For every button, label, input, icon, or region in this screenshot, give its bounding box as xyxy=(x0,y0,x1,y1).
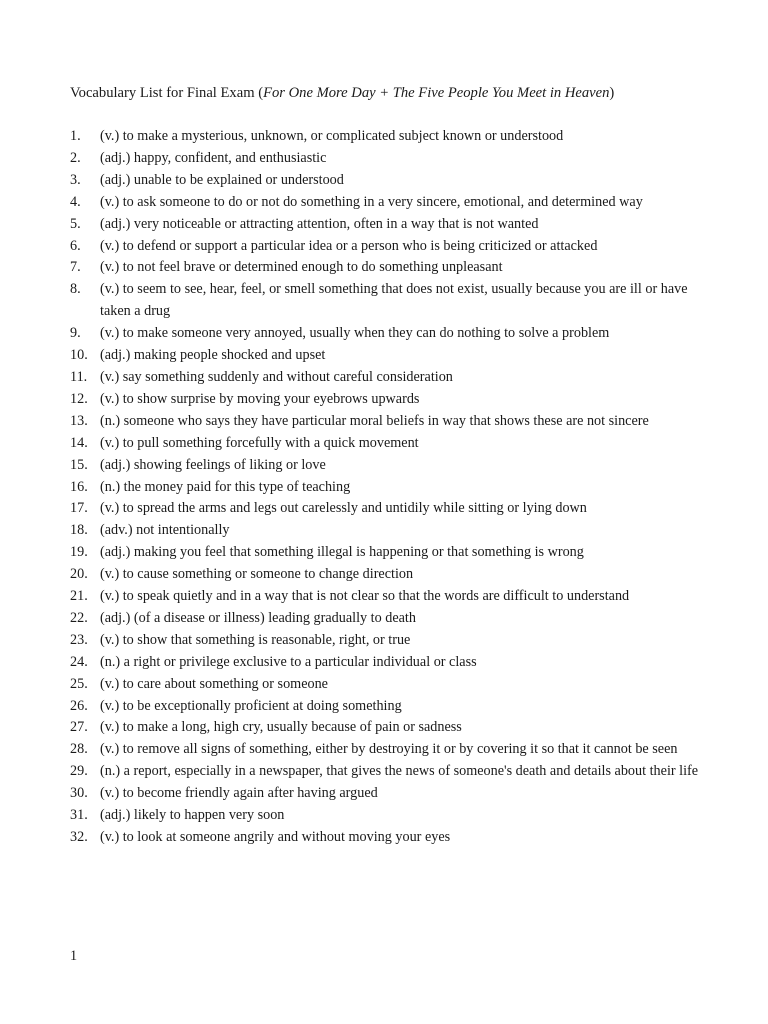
item-definition: (v.) to make a long, high cry, usually because of pain or sadness xyxy=(100,719,462,736)
item-definition: (v.) to make someone very annoyed, usually when they can do nothing to solve a problem xyxy=(100,325,610,342)
item-definition: (v.) to not feel brave or determined enough to do something unpleasant xyxy=(100,259,503,276)
page-number: 1 xyxy=(70,948,78,964)
item-number: 11. xyxy=(70,368,88,385)
item-number: 5. xyxy=(70,215,81,232)
item-definition: (v.) to show surprise by moving your eyebrows upwards xyxy=(100,390,420,407)
list-item xyxy=(70,674,710,696)
item-definition: (v.) to show that something is reasonable, right, or true xyxy=(100,631,411,648)
item-number: 22. xyxy=(70,609,88,626)
page-title xyxy=(70,83,614,103)
list-item xyxy=(70,279,710,323)
item-number: 18. xyxy=(70,522,88,539)
item-number: 31. xyxy=(70,807,88,824)
item-number: 6. xyxy=(70,237,81,254)
title-prefix: Vocabulary List for Final Exam ( xyxy=(70,85,264,101)
list-item xyxy=(70,805,710,827)
item-number: 15. xyxy=(70,456,88,473)
item-number: 30. xyxy=(70,785,88,802)
item-definition: (adj.) unable to be explained or understood xyxy=(100,171,344,188)
item-definition: (adj.) showing feelings of liking or love xyxy=(100,456,326,473)
list-item xyxy=(70,630,710,652)
item-definition: (v.) to care about something or someone xyxy=(100,675,328,692)
list-item xyxy=(70,323,710,345)
item-definition: (adj.) likely to happen very soon xyxy=(100,807,285,824)
item-number: 13. xyxy=(70,412,88,429)
item-definition: (adj.) very noticeable or attracting attention, often in a way that is not wanted xyxy=(100,215,539,232)
item-definition: (adj.) making you feel that something illegal is happening or that something is wrong xyxy=(100,544,584,561)
list-item xyxy=(70,214,710,236)
item-number: 4. xyxy=(70,193,81,210)
item-definition: (v.) to speak quietly and in a way that is not clear so that the words are difficult to understand xyxy=(100,588,630,605)
list-item xyxy=(70,761,710,783)
item-number: 17. xyxy=(70,500,88,517)
list-item xyxy=(70,345,710,367)
item-definition: (adv.) not intentionally xyxy=(100,522,230,539)
list-item xyxy=(70,236,710,258)
list-item xyxy=(70,170,710,192)
item-number: 8. xyxy=(70,281,81,298)
item-definition: (v.) to look at someone angrily and without moving your eyes xyxy=(100,829,451,845)
list-item xyxy=(70,455,710,477)
list-item xyxy=(70,433,710,455)
item-definition: (v.) to spread the arms and legs out carelessly and untidily while sitting or lying down xyxy=(100,500,587,517)
list-item xyxy=(70,477,710,499)
item-definition: (adj.) (of a disease or illness) leading gradually to death xyxy=(100,609,416,626)
vocabulary-list xyxy=(70,126,710,849)
list-item xyxy=(70,411,710,433)
item-number: 12. xyxy=(70,390,88,407)
list-item xyxy=(70,498,710,520)
item-number: 14. xyxy=(70,434,88,451)
item-definition: (v.) to make a mysterious, unknown, or complicated subject known or understood xyxy=(100,128,564,144)
list-item xyxy=(70,148,710,170)
list-item xyxy=(70,520,710,542)
item-definition: (n.) the money paid for this type of teaching xyxy=(100,478,351,495)
item-number: 32. xyxy=(70,829,88,845)
title-suffix: ) xyxy=(609,85,615,101)
list-item xyxy=(70,126,710,148)
list-item xyxy=(70,542,710,564)
list-item xyxy=(70,389,710,411)
item-number: 21. xyxy=(70,588,88,605)
list-item xyxy=(70,717,710,739)
item-definition: (v.) to be exceptionally proficient at doing something xyxy=(100,697,402,714)
list-item xyxy=(70,192,710,214)
item-definition: (n.) a report, especially in a newspaper, that gives the news of someone's death and details about their life xyxy=(100,763,699,780)
item-number: 7. xyxy=(70,259,81,276)
item-definition: (adj.) making people shocked and upset xyxy=(100,347,326,364)
item-definition: (v.) to defend or support a particular idea or a person who is being criticized or attacked xyxy=(100,237,598,254)
list-item xyxy=(70,367,710,389)
item-number: 20. xyxy=(70,566,88,583)
list-item xyxy=(70,827,710,849)
list-item xyxy=(70,586,710,608)
item-number: 28. xyxy=(70,741,88,758)
item-number: 25. xyxy=(70,675,88,692)
item-definition: (v.) say something suddenly and without careful consideration xyxy=(100,368,453,385)
item-number: 16. xyxy=(70,478,88,495)
list-item xyxy=(70,608,710,630)
item-number: 19. xyxy=(70,544,88,561)
item-definition: (v.) to pull something forcefully with a quick movement xyxy=(100,434,419,451)
item-number: 9. xyxy=(70,325,81,342)
item-number: 10. xyxy=(70,347,88,364)
list-item xyxy=(70,257,710,279)
item-number: 23. xyxy=(70,631,88,648)
item-number: 26. xyxy=(70,697,88,714)
item-number: 29. xyxy=(70,763,88,780)
item-definition: (v.) to cause something or someone to change direction xyxy=(100,566,414,583)
item-definition: (adj.) happy, confident, and enthusiastic xyxy=(100,149,327,166)
item-definition: (v.) to ask someone to do or not do something in a very sincere, emotional, and determined way xyxy=(100,193,643,210)
list-item xyxy=(70,783,710,805)
list-item xyxy=(70,696,710,718)
item-definition: (v.) to become friendly again after having argued xyxy=(100,785,378,802)
item-definition: (n.) someone who says they have particular moral beliefs in way that shows these are not sincere xyxy=(100,412,649,429)
item-definition: (v.) to seem to see, hear, feel, or smell something that does not exist, usually because you are ill or have taken a drug xyxy=(100,281,688,320)
item-number: 2. xyxy=(70,149,81,166)
item-definition: (n.) a right or privilege exclusive to a particular individual or class xyxy=(100,653,477,670)
item-number: 24. xyxy=(70,653,88,670)
item-number: 1. xyxy=(70,128,81,144)
title-book-names: For One More Day + The Five People You Meet in Heaven xyxy=(263,85,610,101)
list-item xyxy=(70,652,710,674)
item-number: 27. xyxy=(70,719,88,736)
list-item xyxy=(70,564,710,586)
list-item xyxy=(70,739,710,761)
item-number: 3. xyxy=(70,171,81,188)
item-definition: (v.) to remove all signs of something, either by destroying it or by covering it so that it cannot be seen xyxy=(100,741,678,758)
